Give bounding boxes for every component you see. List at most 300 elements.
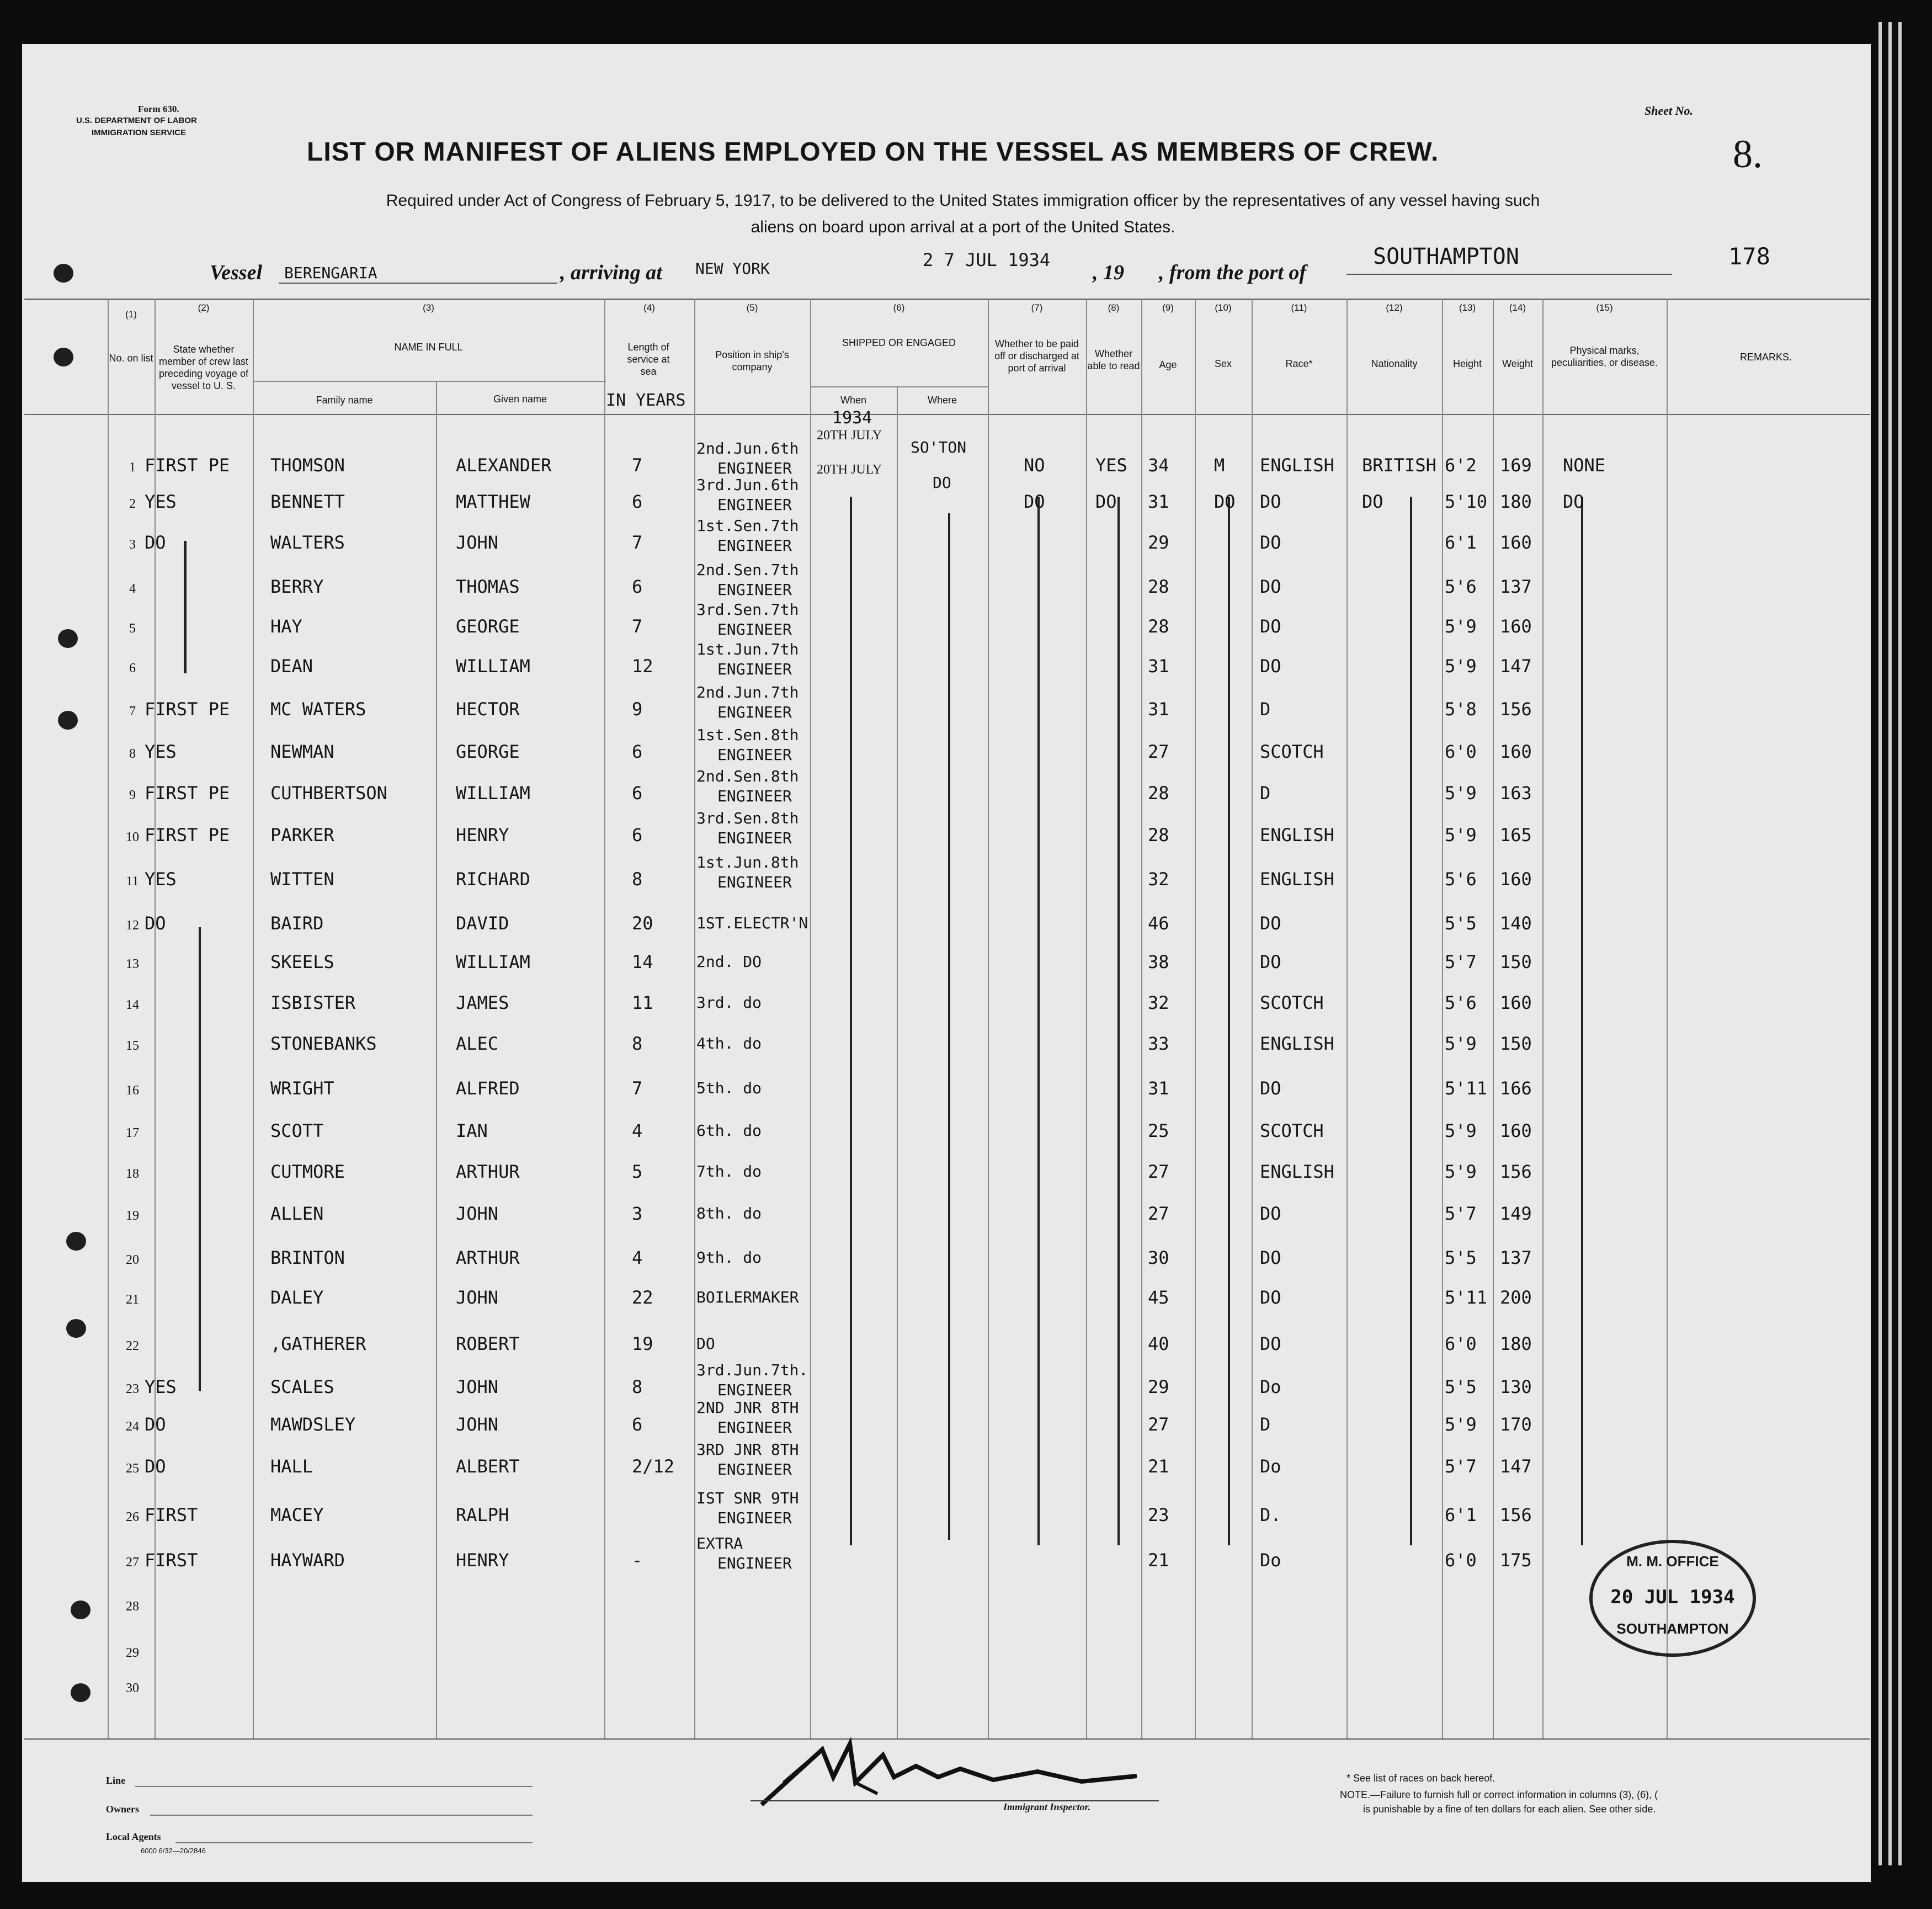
when-header: When <box>840 395 867 406</box>
given-name-cell: ALEC <box>456 1033 499 1054</box>
position-cell: 3rd.Sen.8th <box>696 809 799 827</box>
races-note: * See list of races on back hereof. <box>1346 1773 1495 1784</box>
owners-field <box>150 1815 533 1816</box>
service-years-cell: 4 <box>632 1247 643 1268</box>
family-name-cell: SCOTT <box>270 1120 324 1141</box>
service-years-cell: 3 <box>632 1203 643 1224</box>
age-cell: 29 <box>1148 1376 1169 1397</box>
nationality-cell: BRITISH <box>1362 455 1436 476</box>
weight-cell: 163 <box>1500 783 1532 804</box>
arrival-port: NEW YORK <box>695 259 770 278</box>
ditto-line <box>948 513 950 1540</box>
given-name-cell: JAMES <box>456 992 509 1013</box>
family-name-cell: HAYWARD <box>270 1550 345 1571</box>
position-cell: 5th. do <box>696 1079 762 1097</box>
family-name-cell: MAWDSLEY <box>270 1414 356 1435</box>
row-number: 5 <box>129 621 136 636</box>
given-name-cell: WILLIAM <box>456 951 530 972</box>
position-cell-line-2: ENGINEER <box>717 1460 792 1479</box>
prev-voyage-cell: DO <box>145 1456 166 1477</box>
col-15-number: (15) <box>1596 302 1613 313</box>
height-cell: 5'9 <box>1445 783 1477 804</box>
penalty-note-2: is punishable by a fine of ten dollars for each alien. See other side. <box>1363 1804 1656 1815</box>
height-cell: 5'9 <box>1445 1414 1477 1435</box>
row-number: 6 <box>129 661 136 676</box>
col-4-header: Length of service at sea <box>627 342 670 377</box>
age-cell: 31 <box>1148 656 1169 677</box>
age-cell: 30 <box>1148 1247 1169 1268</box>
col-1-number: (1) <box>125 309 137 320</box>
family-name-cell: STONEBANKS <box>270 1033 377 1054</box>
service-years-cell: 8 <box>632 1033 643 1054</box>
col-10-number: (10) <box>1215 302 1232 313</box>
height-cell: 5'11 <box>1445 1287 1488 1308</box>
race-cell: DO <box>1260 616 1281 637</box>
age-cell: 27 <box>1148 1414 1169 1435</box>
weight-cell: 169 <box>1500 455 1532 476</box>
position-cell: 1st.Jun.8th <box>696 853 799 871</box>
age-cell: 31 <box>1148 1078 1169 1099</box>
given-name-cell: ARTHUR <box>456 1161 520 1182</box>
family-name-header: Family name <box>316 395 373 406</box>
local-agents-label: Local Agents <box>106 1831 161 1842</box>
row-number: 10 <box>126 830 139 844</box>
service-years-cell: 6 <box>632 491 643 512</box>
col-divider <box>1252 299 1253 1738</box>
col-divider <box>810 299 811 1738</box>
service-years-cell: 9 <box>632 699 643 720</box>
age-cell: 31 <box>1148 491 1169 512</box>
given-name-cell: DAVID <box>456 913 509 934</box>
height-cell: 5'9 <box>1445 616 1477 637</box>
col-divider <box>1667 299 1668 1738</box>
col-11-header: Race* <box>1285 358 1313 369</box>
penalty-note-1: NOTE.—Failure to furnish full or correct information in columns (3), (6), ( <box>1340 1789 1658 1800</box>
col-11-number: (11) <box>1291 302 1307 313</box>
sheet-no-label: Sheet No. <box>1644 104 1693 118</box>
height-cell: 5'6 <box>1445 869 1477 890</box>
weight-cell: 200 <box>1500 1287 1532 1308</box>
height-cell: 6'0 <box>1445 1550 1477 1571</box>
family-name-cell: DALEY <box>270 1287 324 1308</box>
ditto-line <box>1228 497 1230 1545</box>
signature-line <box>751 1800 1159 1801</box>
col-2-number: (2) <box>198 302 210 313</box>
race-cell: DO <box>1260 576 1281 597</box>
page-edge <box>1888 22 1892 1865</box>
prev-voyage-cell: YES <box>145 869 177 890</box>
position-cell-line-2: ENGINEER <box>717 873 792 891</box>
col-divider <box>1542 299 1544 1738</box>
service-years-cell: 14 <box>632 951 653 972</box>
shipped-when-2: 20TH JULY <box>817 462 882 477</box>
binder-hole <box>54 348 73 366</box>
race-cell: Do <box>1260 1550 1281 1571</box>
row-number: 26 <box>126 1510 139 1524</box>
col-divider <box>1141 299 1142 1738</box>
col-7-number: (7) <box>1031 302 1043 313</box>
row-number: 8 <box>129 747 136 761</box>
race-cell: SCOTCH <box>1260 741 1324 762</box>
position-cell-line-2: ENGINEER <box>717 1418 792 1437</box>
vessel-name: BERENGARIA <box>284 264 377 282</box>
position-cell-line-2: ENGINEER <box>717 829 792 847</box>
age-cell: 23 <box>1148 1504 1169 1525</box>
weight-cell: 165 <box>1500 825 1532 846</box>
subtitle-line-2: aliens on board upon arrival at a port of the United States. <box>751 218 1175 236</box>
shipped-when-1: 20TH JULY <box>817 428 882 443</box>
col-divider <box>108 299 109 1738</box>
given-name-cell: IAN <box>456 1120 488 1141</box>
shipped-year: 1934 <box>832 408 872 428</box>
age-cell: 46 <box>1148 913 1169 934</box>
remarks-header: REMARKS. <box>1739 352 1792 363</box>
given-name-cell: WILLIAM <box>456 656 530 677</box>
agents-field <box>175 1842 533 1843</box>
given-name-cell: MATTHEW <box>456 491 530 512</box>
col-divider <box>1442 299 1443 1738</box>
height-cell: 6'1 <box>1445 532 1477 553</box>
family-name-cell: ,GATHERER <box>270 1333 366 1354</box>
service-years-cell: 5 <box>632 1161 643 1182</box>
row-number: 18 <box>126 1167 139 1181</box>
height-cell: 5'9 <box>1445 1161 1477 1182</box>
height-cell: 5'5 <box>1445 913 1477 934</box>
owners-label: Owners <box>106 1804 139 1815</box>
prev-voyage-cell: DO <box>145 532 166 553</box>
prev-voyage-cell: FIRST PE <box>145 825 230 846</box>
col-13-header: Height <box>1452 358 1482 369</box>
print-code: 6000 6/32—20/2846 <box>141 1847 206 1855</box>
height-cell: 5'7 <box>1445 1456 1477 1477</box>
prev-voyage-cell: FIRST PE <box>145 783 230 804</box>
prev-voyage-cell: FIRST <box>145 1504 198 1525</box>
position-cell: 1st.Sen.8th <box>696 726 799 744</box>
col-divider <box>604 299 605 1738</box>
service-years-cell: 8 <box>632 869 643 890</box>
col-divider <box>988 299 989 1738</box>
given-name-cell: ALEXANDER <box>456 455 552 476</box>
col-8-number: (8) <box>1108 302 1120 313</box>
row-number: 30 <box>126 1681 139 1695</box>
given-name-cell: RALPH <box>456 1504 509 1525</box>
row-number: 28 <box>126 1599 139 1614</box>
position-cell: 4th. do <box>696 1034 762 1052</box>
sheet-no-value: 8. <box>1733 132 1763 176</box>
table-top-rule <box>24 299 1870 300</box>
prev-voyage-cell: FIRST PE <box>145 455 230 476</box>
col-7-header: Whether to be paid off or discharged at port of arrival <box>994 338 1079 374</box>
able-to-read-cell: YES <box>1095 455 1127 476</box>
office-stamp <box>1589 1540 1756 1657</box>
position-cell: 1ST.ELECTR'N <box>696 914 808 932</box>
family-name-cell: BERRY <box>270 576 324 597</box>
position-cell: BOILERMAKER <box>696 1288 799 1306</box>
height-cell: 5'9 <box>1445 1033 1477 1054</box>
given-name-cell: WILLIAM <box>456 783 530 804</box>
col-5-header: Position in ship's company <box>715 349 789 373</box>
row-number: 3 <box>129 538 136 552</box>
race-cell: DO <box>1260 1203 1281 1224</box>
height-cell: 5'11 <box>1445 1078 1488 1099</box>
position-cell-line-2: ENGINEER <box>717 703 792 721</box>
family-name-cell: ALLEN <box>270 1203 324 1224</box>
family-name-cell: MC WATERS <box>270 699 366 720</box>
given-name-cell: HENRY <box>456 1550 509 1571</box>
given-name-cell: ARTHUR <box>456 1247 520 1268</box>
position-cell: 2nd.Jun.6th <box>696 439 799 458</box>
position-cell-line-2: ENGINEER <box>717 1554 792 1572</box>
family-name-cell: MACEY <box>270 1504 324 1525</box>
given-name-cell: ALBERT <box>456 1456 520 1477</box>
given-name-cell: RICHARD <box>456 869 530 890</box>
binder-hole <box>58 711 78 730</box>
row-number: 1 <box>129 460 136 475</box>
height-cell: 5'7 <box>1445 951 1477 972</box>
position-cell-line-2: ENGINEER <box>717 787 792 805</box>
weight-cell: 147 <box>1500 1456 1532 1477</box>
row-number: 25 <box>126 1461 139 1476</box>
height-cell: 5'9 <box>1445 1120 1477 1141</box>
position-cell: 9th. do <box>696 1248 762 1267</box>
binder-hole <box>58 629 78 648</box>
weight-cell: 140 <box>1500 913 1532 934</box>
row-number: 13 <box>126 957 139 971</box>
ditto-line <box>850 497 852 1545</box>
able-to-read-cell: DO <box>1095 491 1117 512</box>
weight-cell: 180 <box>1500 1333 1532 1354</box>
name-subheader-rule <box>253 381 606 382</box>
row-number: 11 <box>126 874 139 889</box>
height-cell: 5'7 <box>1445 1203 1477 1224</box>
vessel-underline <box>279 283 557 284</box>
given-name-cell: JOHN <box>456 1376 499 1397</box>
col-12-header: Nationality <box>1371 358 1418 369</box>
vessel-label: Vessel <box>210 261 262 284</box>
col-divider <box>1346 299 1348 1738</box>
age-cell: 28 <box>1148 576 1169 597</box>
weight-cell: 156 <box>1500 1161 1532 1182</box>
col-8-header: Whether able to read <box>1087 348 1140 371</box>
age-cell: 21 <box>1148 1456 1169 1477</box>
col-6-header: SHIPPED OR ENGAGED <box>842 337 956 348</box>
shipped-subheader-rule <box>811 386 988 387</box>
height-cell: 5'10 <box>1445 491 1488 512</box>
race-cell: ENGLISH <box>1260 455 1334 476</box>
age-cell: 33 <box>1148 1033 1169 1054</box>
race-cell: DO <box>1260 1078 1281 1099</box>
age-cell: 38 <box>1148 951 1169 972</box>
arriving-label: , arriving at <box>560 261 662 284</box>
service-years-cell: 6 <box>632 783 643 804</box>
ditto-line <box>199 927 201 1391</box>
shipped-where-2: DO <box>933 474 951 492</box>
ditto-line <box>184 541 187 673</box>
binder-hole <box>71 1683 91 1702</box>
service-years-cell: 20 <box>632 913 653 934</box>
years-unit: IN YEARS <box>606 391 686 410</box>
col-6-number: (6) <box>893 302 905 313</box>
row-number: 2 <box>129 497 136 511</box>
weight-cell: 160 <box>1500 869 1532 890</box>
height-cell: 5'5 <box>1445 1247 1477 1268</box>
age-cell: 27 <box>1148 1161 1169 1182</box>
family-name-cell: PARKER <box>270 825 334 846</box>
service-years-cell: 7 <box>632 532 643 553</box>
prev-voyage-cell: FIRST PE <box>145 699 230 720</box>
service-years-cell: 6 <box>632 1414 643 1435</box>
position-cell-line-2: ENGINEER <box>717 620 792 639</box>
prev-voyage-cell: YES <box>145 1376 177 1397</box>
service-years-cell: 2/12 <box>632 1456 675 1477</box>
col-divider <box>1086 299 1087 1738</box>
position-cell: 1st.Jun.7th <box>696 640 799 658</box>
binder-hole <box>71 1600 91 1619</box>
arrival-date: 2 7 JUL 1934 <box>923 249 1051 270</box>
position-cell-line-2: ENGINEER <box>717 1381 792 1399</box>
weight-cell: 130 <box>1500 1376 1532 1397</box>
age-cell: 28 <box>1148 825 1169 846</box>
row-number: 12 <box>126 918 139 933</box>
service-years-cell: 7 <box>632 455 643 476</box>
weight-cell: 166 <box>1500 1078 1532 1099</box>
position-cell: 1st.Sen.7th <box>696 517 799 535</box>
page-edge <box>1898 22 1902 1865</box>
position-cell-line-2: ENGINEER <box>717 496 792 514</box>
position-cell: 3RD JNR 8TH <box>696 1440 799 1459</box>
service-label: IMMIGRATION SERVICE <box>92 128 187 137</box>
weight-cell: 180 <box>1500 491 1532 512</box>
position-cell: 2ND JNR 8TH <box>696 1398 799 1417</box>
ditto-line <box>1117 497 1120 1545</box>
given-name-header: Given name <box>493 394 547 405</box>
race-cell: SCOTCH <box>1260 992 1324 1013</box>
age-cell: 25 <box>1148 1120 1169 1141</box>
col-divider <box>1195 299 1196 1738</box>
weight-cell: 160 <box>1500 992 1532 1013</box>
race-cell: D <box>1260 783 1271 804</box>
height-cell: 6'0 <box>1445 1333 1477 1354</box>
family-name-cell: BAIRD <box>270 913 324 934</box>
age-cell: 27 <box>1148 741 1169 762</box>
weight-cell: 149 <box>1500 1203 1532 1224</box>
family-name-cell: NEWMAN <box>270 741 334 762</box>
col-13-number: (13) <box>1459 302 1476 313</box>
col-1-header: No. on list <box>109 353 153 364</box>
position-cell: 7th. do <box>696 1162 762 1181</box>
position-cell-line-2: ENGINEER <box>717 746 792 764</box>
age-cell: 21 <box>1148 1550 1169 1571</box>
position-cell: 2nd.Sen.8th <box>696 767 799 785</box>
weight-cell: 170 <box>1500 1414 1532 1435</box>
department-label: U.S. DEPARTMENT OF LABOR <box>76 116 197 125</box>
position-cell: 2nd.Sen.7th <box>696 561 799 579</box>
service-years-cell: 6 <box>632 825 643 846</box>
given-name-cell: HECTOR <box>456 699 520 720</box>
family-name-cell: HAY <box>270 616 302 637</box>
line-field <box>135 1786 533 1787</box>
weight-cell: 137 <box>1500 576 1532 597</box>
age-cell: 34 <box>1148 455 1169 476</box>
race-cell: DO <box>1260 491 1281 512</box>
age-cell: 28 <box>1148 616 1169 637</box>
race-cell: DO <box>1260 951 1281 972</box>
race-cell: ENGLISH <box>1260 1033 1334 1054</box>
family-name-cell: THOMSON <box>270 455 345 476</box>
family-name-cell: CUTHBERTSON <box>270 783 387 804</box>
service-years-cell: 8 <box>632 1376 643 1397</box>
race-cell: DO <box>1260 1333 1281 1354</box>
page-number: 178 <box>1728 243 1770 270</box>
given-name-cell: JOHN <box>456 532 499 553</box>
physical-marks-cell: NONE <box>1563 455 1606 476</box>
race-cell: D. <box>1260 1504 1281 1525</box>
family-name-cell: HALL <box>270 1456 313 1477</box>
race-cell: Do <box>1260 1376 1281 1397</box>
inspector-label: Immigrant Inspector. <box>1003 1801 1091 1812</box>
family-name-cell: BRINTON <box>270 1247 345 1268</box>
height-cell: 6'1 <box>1445 1504 1477 1525</box>
header-bottom-rule <box>24 414 1870 415</box>
weight-cell: 137 <box>1500 1247 1532 1268</box>
height-cell: 5'9 <box>1445 825 1477 846</box>
row-number: 23 <box>126 1382 139 1396</box>
col-divider <box>1493 299 1494 1738</box>
race-cell: Do <box>1260 1456 1281 1477</box>
given-name-cell: ROBERT <box>456 1333 520 1354</box>
position-cell: 8th. do <box>696 1204 762 1222</box>
service-years-cell: 12 <box>632 656 653 677</box>
row-number: 27 <box>126 1555 139 1570</box>
age-cell: 32 <box>1148 992 1169 1013</box>
given-name-cell: JOHN <box>456 1287 499 1308</box>
position-cell: EXTRA <box>696 1534 743 1552</box>
binder-hole <box>54 264 73 283</box>
where-header: Where <box>927 395 957 406</box>
service-years-cell: - <box>632 1550 643 1571</box>
age-cell: 28 <box>1148 783 1169 804</box>
from-port-label: , from the port of <box>1159 261 1307 284</box>
family-name-cell: WALTERS <box>270 532 345 553</box>
position-cell-line-2: ENGINEER <box>717 581 792 599</box>
age-cell: 32 <box>1148 869 1169 890</box>
row-number: 29 <box>126 1646 139 1660</box>
position-cell-line-2: ENGINEER <box>717 536 792 555</box>
race-cell: ENGLISH <box>1260 869 1334 890</box>
weight-cell: 150 <box>1500 1033 1532 1054</box>
col-14-number: (14) <box>1509 302 1526 313</box>
position-cell: 6th. do <box>696 1121 762 1140</box>
height-cell: 5'9 <box>1445 656 1477 677</box>
nationality-cell: DO <box>1362 491 1383 512</box>
form-number: Form 630. <box>138 104 179 114</box>
row-number: 14 <box>126 998 139 1012</box>
given-name-cell: JOHN <box>456 1414 499 1435</box>
physical-marks-cell: DO <box>1563 491 1584 512</box>
page-title: LIST OR MANIFEST OF ALIENS EMPLOYED ON THE VESSEL AS MEMBERS OF CREW. <box>307 137 1439 167</box>
weight-cell: 147 <box>1500 656 1532 677</box>
race-cell: D <box>1260 699 1271 720</box>
age-cell: 29 <box>1148 532 1169 553</box>
given-name-cell: THOMAS <box>456 576 520 597</box>
line-label: Line <box>106 1775 126 1786</box>
row-number: 4 <box>129 582 136 596</box>
height-cell: 5'8 <box>1445 699 1477 720</box>
row-number: 20 <box>126 1253 139 1267</box>
race-cell: D <box>1260 1414 1271 1435</box>
ditto-line <box>1581 497 1583 1545</box>
position-cell: 2nd.Jun.7th <box>696 683 799 701</box>
